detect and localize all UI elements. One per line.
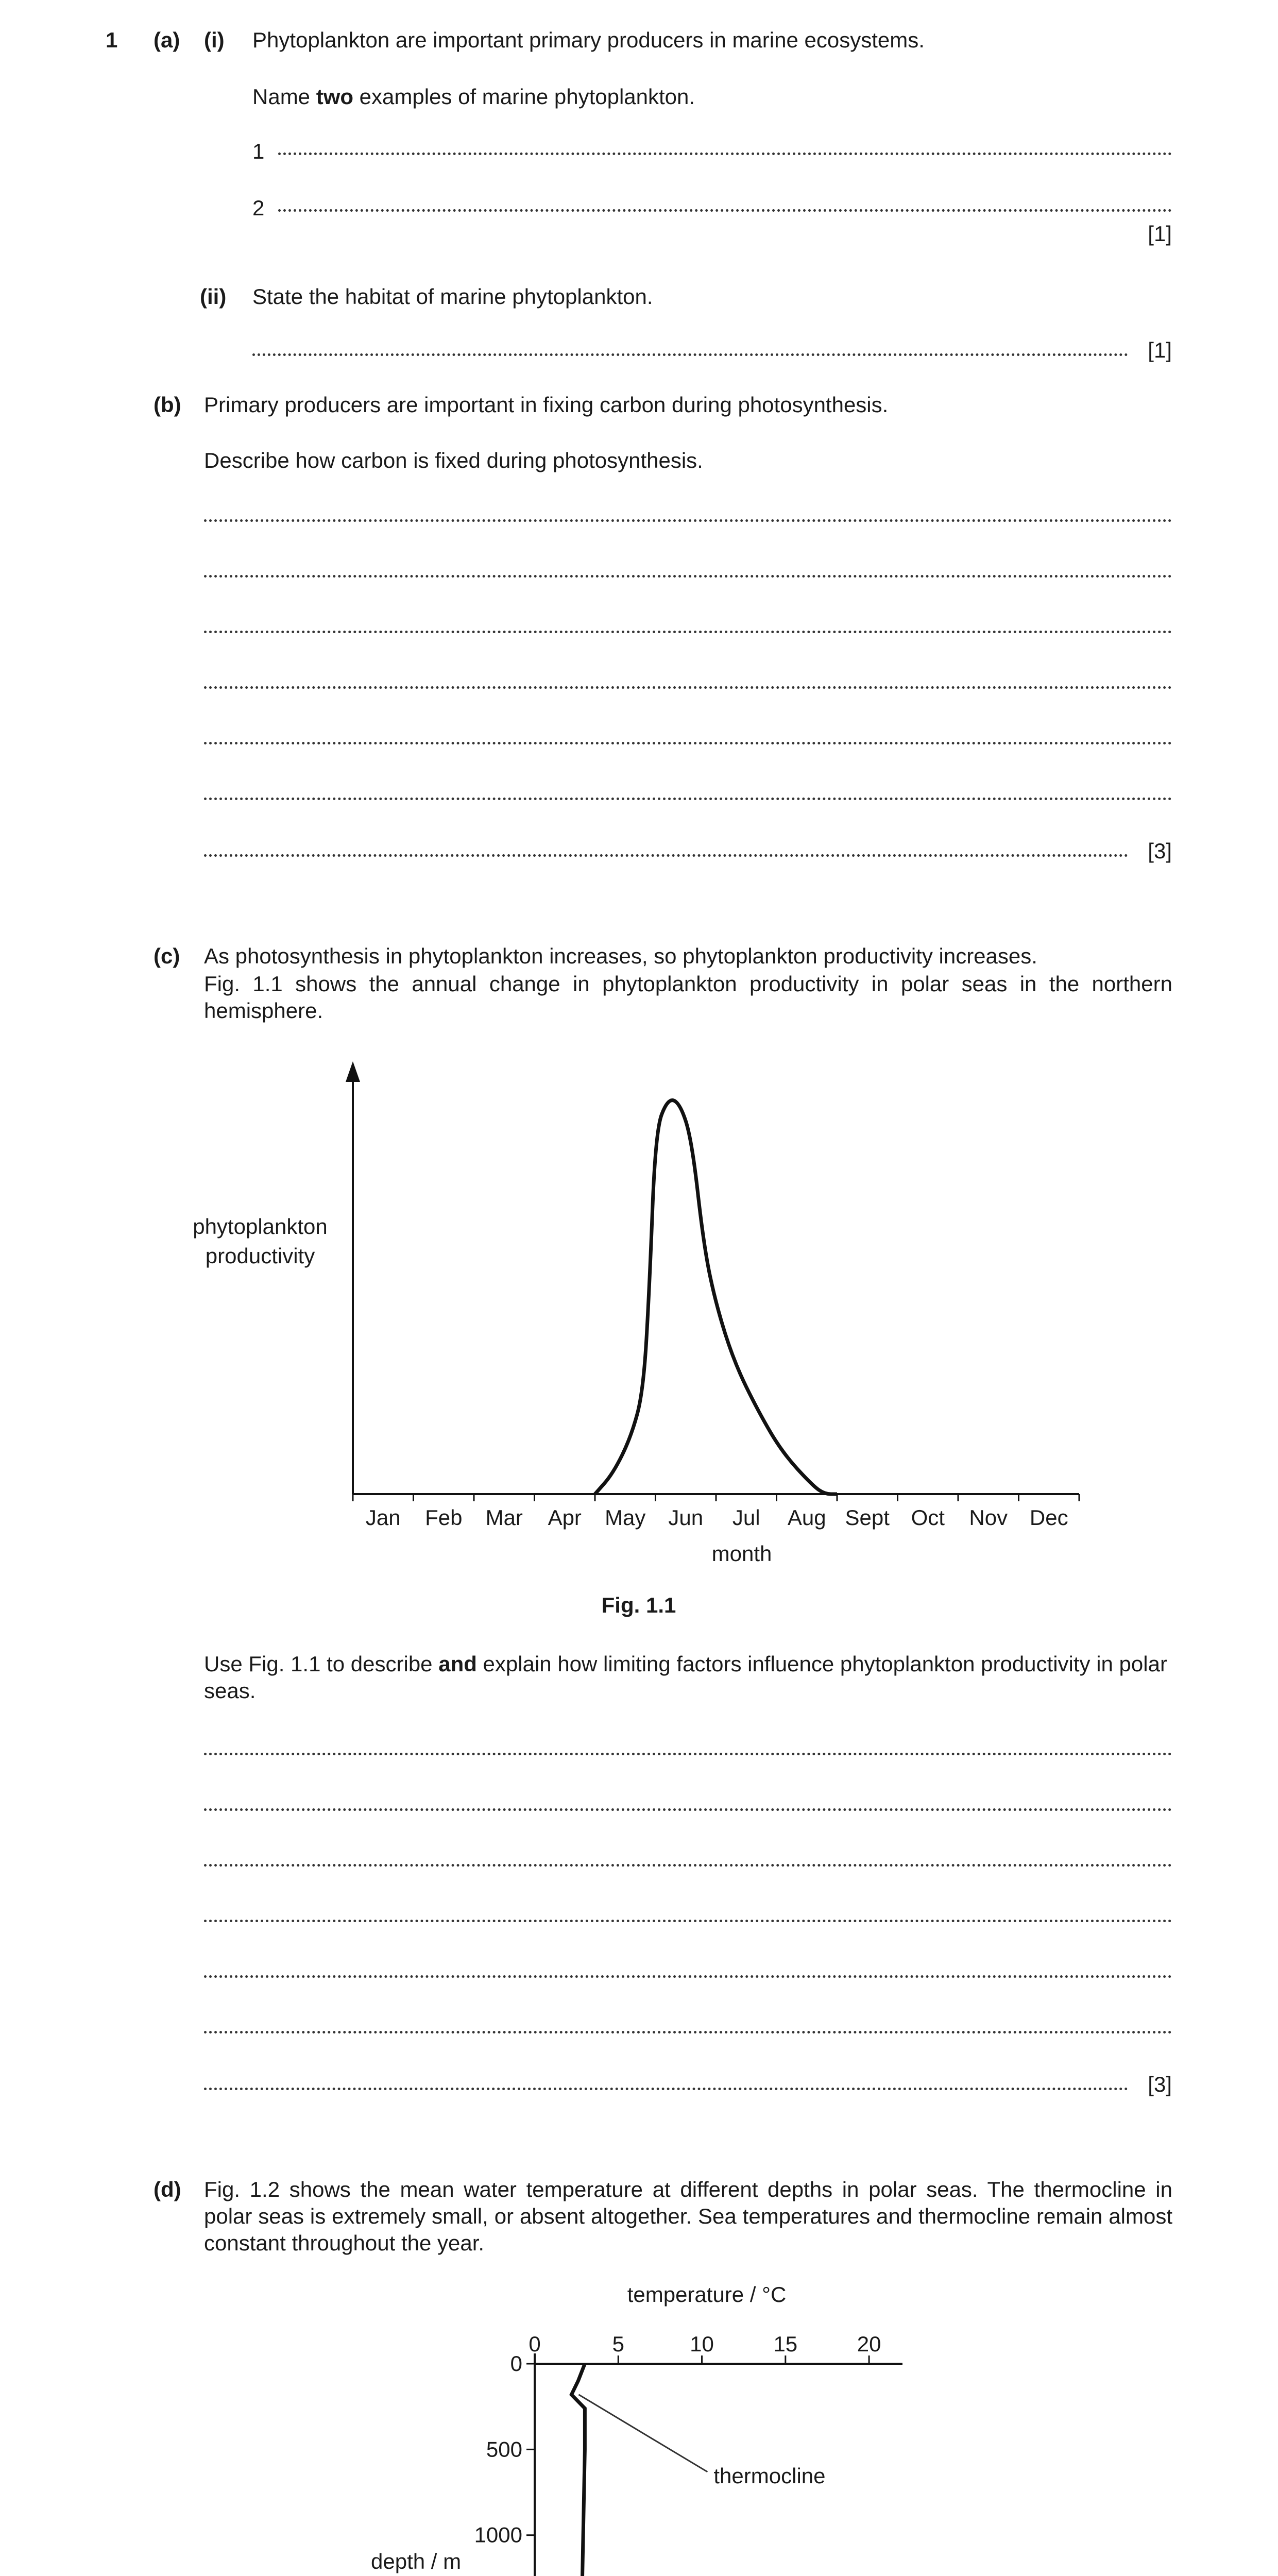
marks-c: [3] [1148, 2072, 1172, 2096]
part-a-i-label: (i) [204, 28, 225, 52]
answer-line[interactable] [204, 2031, 1172, 2033]
part-b-text-1: Primary producers are important in fixing carbon during photosynthesis. [204, 393, 889, 417]
answer-line[interactable] [204, 519, 1172, 522]
thermocline-annotation: thermocline [713, 2463, 826, 2488]
y-axis-arrowhead [346, 1061, 360, 1082]
y-axis-label-line-2: productivity [205, 1244, 315, 1268]
answer-line[interactable] [204, 1864, 1172, 1867]
answer-line[interactable] [278, 152, 1172, 155]
answer-line[interactable] [204, 2088, 1128, 2090]
fig-1-2-chart [361, 2277, 979, 2576]
fig-1-1-chart [170, 1041, 1097, 1577]
x-tick-label: 10 [690, 2332, 714, 2356]
y-axis-label-line-1: phytoplankton [193, 1214, 328, 1239]
fig-1-2-x-tick-labels [529, 2332, 881, 2356]
part-b-text-2: Describe how carbon is fixed during photosynthesis. [204, 448, 703, 472]
answer-line-number-2: 2 [252, 196, 265, 220]
x-tick-label: Sept [845, 1505, 890, 1530]
answer-line[interactable] [204, 686, 1172, 689]
x-tick-label: 5 [612, 2332, 624, 2356]
marks-a-ii: [1] [1148, 338, 1172, 362]
x-tick-label: Apr [548, 1505, 582, 1530]
y-axis-label: depth / m [371, 2549, 462, 2573]
part-b-label: (b) [154, 393, 181, 417]
answer-line[interactable] [204, 798, 1172, 800]
marks-a-i: [1] [1148, 222, 1172, 246]
answer-line[interactable] [278, 209, 1172, 212]
x-tick-label: May [605, 1505, 646, 1530]
fig-1-2-y-tick-labels [474, 2351, 522, 2576]
x-tick-label: 20 [857, 2332, 881, 2356]
x-tick-label: 15 [773, 2332, 798, 2356]
part-c-question: Use Fig. 1.1 to describe and explain how limiting factors influence phytoplankton productivity in polar seas. [204, 1652, 1167, 1703]
productivity-curve [595, 1100, 837, 1494]
part-a-ii-label: (ii) [200, 284, 227, 309]
x-axis-label: temperature / °C [627, 2282, 787, 2307]
part-c-text-2: Fig. 1.1 shows the annual change in phytoplankton productivity in polar seas in the northern hemisphere. [204, 972, 1172, 1023]
answer-line[interactable] [204, 575, 1172, 578]
answer-line[interactable] [204, 1753, 1172, 1755]
answer-line[interactable] [204, 631, 1172, 633]
answer-line-number-1: 1 [252, 139, 265, 163]
part-c-label: (c) [154, 944, 180, 968]
x-tick-label: Oct [911, 1505, 945, 1530]
question-number: 1 [106, 28, 118, 52]
answer-line[interactable] [204, 1975, 1172, 1978]
fig-1-1-ticks [353, 1494, 1079, 1501]
y-tick-label: 0 [510, 2351, 522, 2376]
x-tick-label: Jul [732, 1505, 760, 1530]
x-tick-label: 0 [529, 2332, 541, 2356]
answer-line[interactable] [204, 854, 1128, 857]
x-tick-label: Mar [485, 1505, 523, 1530]
part-a-label: (a) [154, 28, 180, 52]
answer-line[interactable] [204, 742, 1172, 744]
x-tick-label: Aug [787, 1505, 826, 1530]
part-a-i-text: Phytoplankton are important primary producers in marine ecosystems. [252, 28, 925, 52]
marks-b: [3] [1148, 839, 1172, 863]
part-d-label: (d) [154, 2177, 181, 2201]
fig-1-1-tick-labels [366, 1505, 1068, 1530]
x-tick-label: Jun [668, 1505, 704, 1530]
answer-line[interactable] [204, 1920, 1172, 1922]
x-tick-label: Feb [425, 1505, 463, 1530]
part-c-text-1: As photosynthesis in phytoplankton increases, so phytoplankton productivity increases. [204, 944, 1037, 968]
part-a-i-prompt: Name two examples of marine phytoplankton. [252, 84, 695, 109]
thermocline-leader-line [578, 2395, 707, 2472]
fig-1-1-caption: Fig. 1.1 [601, 1593, 676, 1617]
temperature-profile-line [571, 2364, 585, 2576]
x-axis-label: month [711, 1541, 772, 1566]
y-tick-label: 500 [486, 2437, 522, 2462]
part-a-ii-text: State the habitat of marine phytoplankton. [252, 284, 653, 309]
answer-line[interactable] [204, 1808, 1172, 1811]
part-d-text: Fig. 1.2 shows the mean water temperature at different depths in polar seas. The thermocline in polar seas is extremely small, or absent altogether. Sea temperatures and thermocline remain almost constant throughout the year. [204, 2177, 1172, 2255]
fig-1-1-axes [346, 1061, 1079, 1494]
x-tick-label: Jan [365, 1505, 401, 1530]
y-tick-label: 1000 [474, 2522, 522, 2547]
answer-line[interactable] [252, 353, 1128, 356]
x-tick-label: Dec [1029, 1505, 1068, 1530]
x-tick-label: Nov [969, 1505, 1008, 1530]
